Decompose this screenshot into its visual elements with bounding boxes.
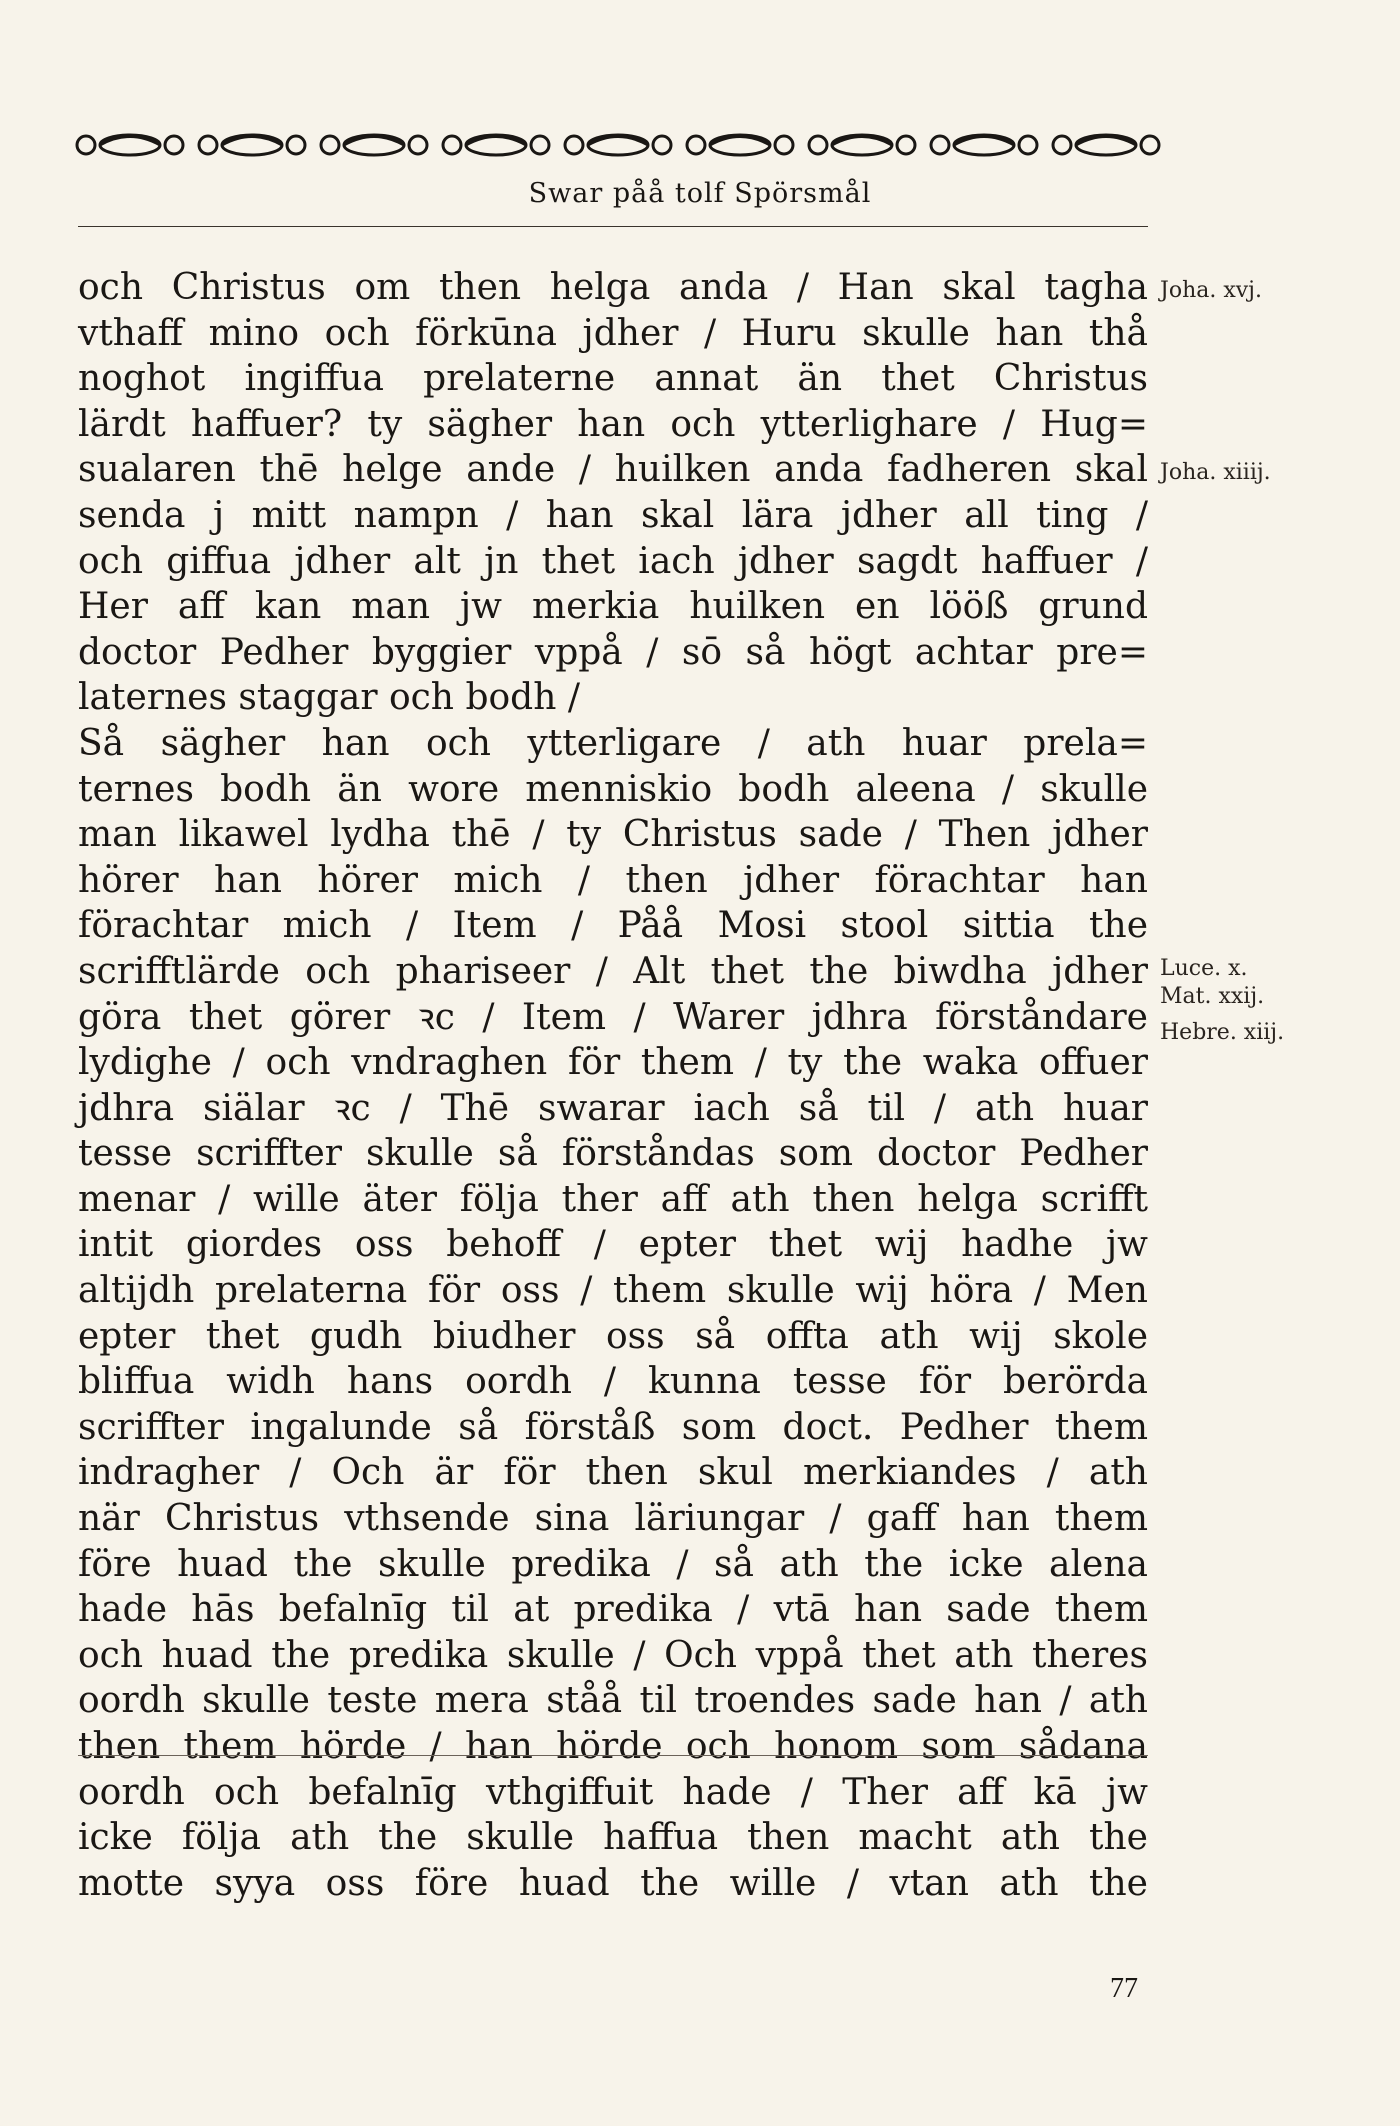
- text-line: then them hörde / han hörde och honom som sådana: [78, 1726, 1148, 1767]
- ornament-border: [74, 128, 1162, 162]
- text-line: ternes bodh än wore menniskio bodh aleena / skulle: [78, 768, 1148, 810]
- text-line: senda j mitt nampn / han skal lära jdher all ting /: [78, 494, 1148, 536]
- text-line: epter thet gudh biudher oss så offta ath wij skole: [78, 1315, 1148, 1357]
- text-line: sualaren thē helge ande / huilken anda fadheren skal: [78, 449, 1148, 491]
- body-text: [78, 265, 1148, 1906]
- text-line: noghot ingiffua prelaterne annat än thet Christus: [78, 358, 1148, 400]
- ornament-link-icon: [928, 130, 1040, 160]
- margin-note: Joha. xiiij.: [1160, 460, 1271, 485]
- text-line: menar / wille äter följa ther aff ath then helga scrifft: [78, 1178, 1148, 1220]
- text-line: och giffua jdher alt jn thet iach jdher sagdt haffuer /: [78, 540, 1148, 582]
- text-line: lydighe / och vndraghen för them / ty the waka offuer: [78, 1042, 1148, 1084]
- text-line: Her aff kan man jw merkia huilken en lööß grund: [78, 586, 1148, 628]
- text-line: scriffter ingalunde så förståß som doct. Pedher them: [78, 1406, 1148, 1448]
- ornament-link-icon: [196, 130, 308, 160]
- text-line: och huad the predika skulle / Och vppå thet ath theres: [78, 1634, 1148, 1676]
- ornament-link-icon: [684, 130, 796, 160]
- text-line: tesse scriffter skulle så förståndas som doctor Pedher: [78, 1133, 1148, 1175]
- text-line: scrifftlärde och phariseer / Alt thet the biwdha jdher: [78, 950, 1148, 992]
- text-line: förachtar mich / Item / Påå Mosi stool sittia the: [78, 905, 1148, 947]
- text-line: göra thet görer ꝛc / Item / Warer jdhra förståndare: [78, 996, 1148, 1038]
- text-line: före huad the skulle predika / så ath the icke alena: [78, 1543, 1148, 1585]
- ornament-link-icon: [440, 130, 552, 160]
- text-line: doctor Pedher byggier vppå / sō så högt achtar pre=: [78, 631, 1148, 673]
- margin-note: Hebre. xiij.: [1160, 1020, 1285, 1045]
- text-line: vthaff mino och förkūna jdher / Huru skulle han thå: [78, 312, 1148, 354]
- header-rule: [78, 226, 1148, 227]
- text-line: icke följa ath the skulle haffua then macht ath the: [78, 1817, 1148, 1859]
- text-line: oordh skulle teste mera ståå til troendes sade han / ath: [78, 1680, 1148, 1722]
- ornament-link-icon: [806, 130, 918, 160]
- text-line: man likawel lydha thē / ty Christus sade / Then jdher: [78, 814, 1148, 856]
- ornament-link-icon: [1050, 130, 1162, 160]
- running-title: Swar påå tolf Spörsmål: [528, 178, 872, 209]
- text-line: och Christus om then helga anda / Han skal tagha: [78, 267, 1148, 308]
- page-number: 77: [1110, 1973, 1138, 2004]
- section-rule: [78, 1755, 1148, 1756]
- text-line: bliffua widh hans oordh / kunna tesse för berörda: [78, 1361, 1148, 1403]
- text-line: hade hās befalnīg til at predika / vtā han sade them: [78, 1589, 1148, 1631]
- text-line: när Christus vthsende sina läriungar / gaff han them: [78, 1498, 1148, 1540]
- text-line: lärdt haffuer? ty sägher han och ytterlighare / Hug=: [78, 403, 1148, 445]
- margin-note: Luce. x.: [1160, 956, 1248, 981]
- ornament-link-icon: [562, 130, 674, 160]
- text-line: intit giordes oss behoff / epter thet wij hadhe jw: [78, 1224, 1148, 1266]
- margin-note: Joha. xvj.: [1160, 278, 1262, 303]
- text-line: Så sägher han och ytterligare / ath huar prela=: [78, 722, 1148, 764]
- text-line: motte syya oss före huad the wille / vtan ath the: [78, 1862, 1148, 1904]
- text-line: jdhra siälar ꝛc / Thē swarar iach så til / ath huar: [78, 1087, 1148, 1129]
- text-line: hörer han hörer mich / then jdher förachtar han: [78, 859, 1148, 901]
- ornament-link-icon: [74, 130, 186, 160]
- ornament-link-icon: [318, 130, 430, 160]
- text-line: indragher / Och är för then skul merkiandes / ath: [78, 1452, 1148, 1494]
- text-line: laternes staggar och bodh /: [78, 677, 580, 719]
- text-line: oordh och befalnīg vthgiffuit hade / Ther aff kā jw: [78, 1771, 1148, 1813]
- margin-note: Mat. xxij.: [1160, 984, 1265, 1009]
- text-line: altijdh prelaterna för oss / them skulle wij höra / Men: [78, 1270, 1148, 1312]
